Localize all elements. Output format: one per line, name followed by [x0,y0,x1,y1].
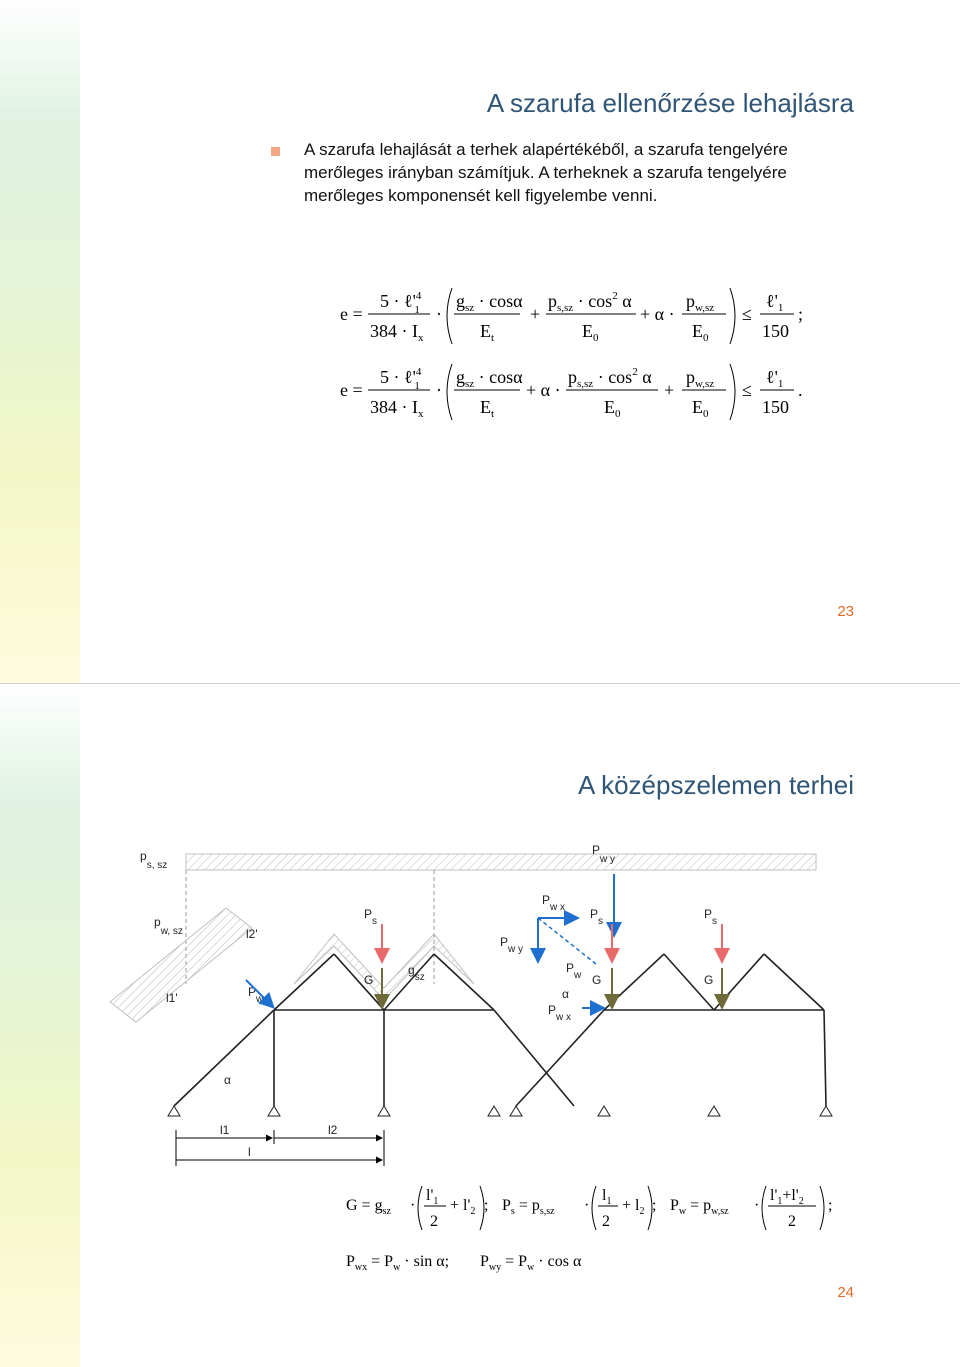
svg-text:.: . [798,380,803,400]
svg-text:ps,sz · cos2 α: $p_{s,sz} \cdot \cos^2 \alpha$ [548,290,632,314]
svg-text:2: 2 [602,1213,610,1230]
svg-text:·: · [436,380,442,400]
dimension-lines [176,1130,384,1166]
pwx-label-top: $P_{w x}$ [542,893,566,913]
snow-load-band [186,854,816,870]
ps-label-1: $P_s$ [364,907,378,927]
g-label-2: G [592,973,602,987]
svg-text:·: · [436,304,442,324]
svg-text:5 · ℓ'41: $5 \cdot \ell'^4$ 1 [380,290,422,316]
gsz-label: $g_{sz}$ [408,963,425,983]
f1-lhs: e = [340,304,363,324]
pwx-label-bottom: $P_{w x}$ [548,1003,572,1023]
ps-label-3: $P_s$ [704,907,718,927]
svg-text:Pwx= Pw · sin α;: $P_{wx} = P_w \cdot \sin \alpha$; [346,1253,450,1273]
l2-label: l2 [328,1123,338,1137]
svg-text:E0: $E_0$ [582,321,599,344]
svg-text:384 · Ix: $384 \cdot I_x$ [370,321,424,344]
bullet-text: A szarufa lehajlását a terhek alapértékéből, a szarufa tengelyére merőleges irányban számítjuk. A terheknek a szarufa tengelyére merőleges komponensét kell figyelembe venni. [304,140,788,205]
svg-text:+ α ·: + α · [526,380,561,400]
svg-text:;: ; [652,1197,657,1214]
svg-text:ℓ'1: $\ell'_1$ [766,291,784,314]
svg-text:+ l2: + $l_2$ [622,1197,645,1217]
p-s-sz-label: $p_{s, sz}$ [140,849,168,871]
svg-text:5 · ℓ'41: $5 \cdot \ell'^4$ 1 [380,366,422,392]
g-label-3: G [704,973,714,987]
bullet-icon [271,147,280,156]
svg-text:gsz · cosα: $g_{sz} \cdot \cos\alpha$ [456,367,523,390]
page-number: 23 [837,603,854,620]
svg-text:·: · [410,1197,416,1214]
pw-label-left: $P_w$ [248,985,264,1005]
svg-text:2: 2 [430,1213,438,1230]
svg-text:≤: ≤ [742,380,752,400]
alpha-label-left: α [224,1073,231,1087]
supports [168,1106,832,1116]
svg-text:≤: ≤ [742,304,752,324]
svg-text:E0: $E_0$ [604,397,621,420]
g-label-1: G [364,973,374,987]
svg-text:+ l'2: + $l'_2$ [450,1197,476,1217]
alpha-label-right: α [562,987,569,1001]
l1-label: l1 [220,1123,230,1137]
formula-1 [330,282,810,352]
slide-23 [0,0,960,683]
svg-text:Pwy= Pw · cos α: $P_{wy} = P_w \cdot \cos \alpha$ [480,1253,582,1273]
svg-text:l'1+l'2: $l'_1+l'_2$ [770,1187,804,1207]
svg-text:384 · Ix: $384 \cdot I_x$ [370,397,424,420]
gradient-strip [0,684,80,1367]
svg-text:Ps= ps,sz: $P_s = p_{s,sz}$ [502,1197,555,1217]
svg-text:l1: $l_1$ [602,1187,612,1207]
svg-text:ℓ'1: $\ell'_1$ [766,367,784,390]
svg-text:Et: $E_t$ [480,321,495,344]
page-number: 24 [837,1284,854,1301]
svg-text:E0: $E_0$ [692,321,709,344]
svg-text:+: + [530,304,541,324]
svg-text:Et: $E_t$ [480,397,495,420]
svg-text:G = gsz: $G = g_{sz}$ [346,1197,391,1217]
svg-text:l'1: $l'_1$ [426,1187,439,1207]
l1p-label: l1' [166,991,178,1005]
l2p-label: l2' [246,927,258,941]
svg-text:150: 150 [762,321,789,341]
page-title: A szarufa ellenőrzése lehajlásra [486,88,854,118]
svg-text:pw,sz: $p_{w,sz}$ [686,291,715,314]
page-title: A középszelemen terhei [577,770,854,800]
equations-row-1 [340,1180,840,1236]
svg-text:E0: $E_0$ [692,397,709,420]
svg-text:gsz · cosα: $g_{sz} \cdot \cos\alpha$ [456,291,523,314]
gradient-strip [0,0,80,683]
pw-dashed [538,918,596,964]
p-w-sz-label: $p_{w, sz}$ [154,915,183,937]
svg-text:+: + [664,380,675,400]
f2-lhs: e = [340,380,363,400]
pw-label-right: $P_w$ [566,961,582,981]
svg-text:·: · [754,1197,760,1214]
svg-text:Pw= pw,sz: $P_w = p_{w,sz}$ [670,1197,729,1217]
equations-row-2 [340,1244,660,1278]
load-diagram [96,834,856,1174]
l-label: l [248,1145,251,1159]
svg-text:;: ; [798,304,804,324]
svg-text:pw,sz: $p_{w,sz}$ [686,367,715,390]
pwy-label-left: $P_{w y}$ [500,935,524,955]
svg-text:;: ; [828,1197,833,1214]
svg-text:+ α ·: + α · [640,304,675,324]
svg-text:ps,sz · cos2 α: $p_{s,sz} \cdot \cos^2 \alpha$ [568,366,652,390]
truss-right [516,954,826,1106]
svg-text:·: · [584,1197,590,1214]
svg-text:;: ; [484,1197,489,1214]
formula-2 [330,358,810,428]
svg-text:150: 150 [762,397,789,417]
slide-24 [0,684,960,1367]
pwy-label-top: $P_{w y}$ [592,843,616,865]
svg-text:2: 2 [788,1213,796,1230]
ps-label-2: $P_s$ [590,907,604,927]
